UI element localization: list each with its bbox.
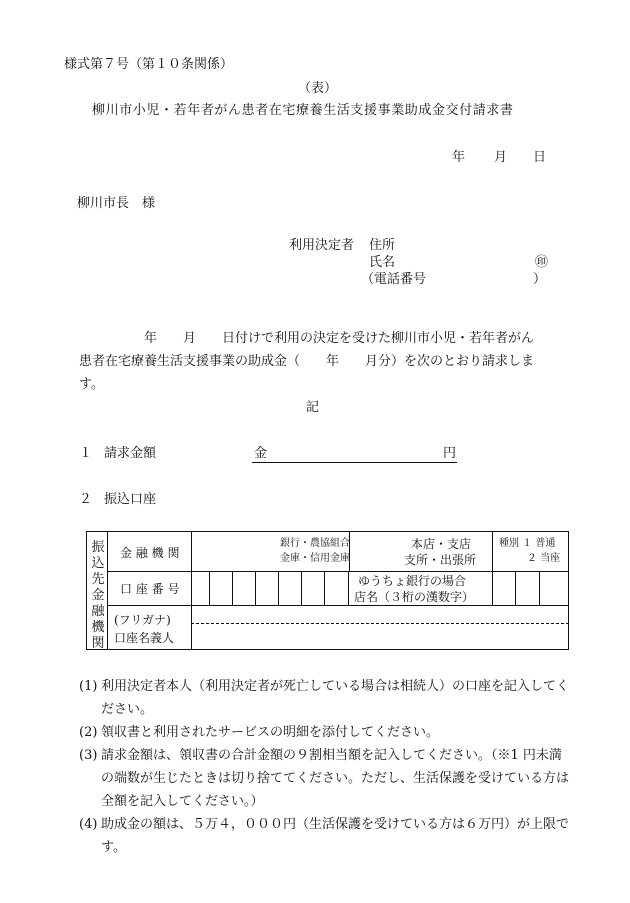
branch-types-line-2: 支所・出張所 (404, 553, 477, 567)
yucho-note-line-2: 店名（３桁の漢数字） (354, 590, 475, 604)
note-item: (3) 請求金額は、領収書の合計金額の９割相当額を記入してください。（※1 円未満の端数が生じたときは切り捨ててください。ただし、生活保護を受けている方は全額を記入してください。） (79, 748, 570, 809)
item1-number: １ (79, 446, 93, 461)
notes-list (79, 675, 569, 859)
body-line-2: 患者在宅療養生活支援事業の助成金（ 年 月分）を次のとおり請求しま (79, 354, 535, 369)
date-day: 日 (533, 150, 547, 165)
furigana-label: (フリガナ) (114, 613, 171, 627)
furigana-dashed-line (191, 623, 569, 624)
bank-account-table (86, 531, 569, 650)
amount-prefix: 金 (254, 446, 268, 461)
body-paragraph (79, 327, 557, 396)
date-month: 月 (494, 150, 508, 165)
account-type-line-1: 種別 １ 普通 (499, 538, 556, 549)
bank-types-line-2: 金庫・信用金庫 (280, 553, 350, 564)
name-label: 氏名 (369, 255, 396, 270)
phone-close: ） (533, 272, 547, 287)
body-line-1: 年 月 日付けで利用の決定を受けた柳川市小児・若年者がん (79, 331, 535, 346)
yucho-note-line-1: ゆうちょ銀行の場合 (358, 574, 467, 588)
applicant-role: 利用決定者 (289, 238, 355, 253)
account-number-label: 口 座 番 号 (120, 582, 180, 596)
bank-types-line-1: 銀行・農協組合 (280, 538, 350, 549)
account-holder-label: 口座名義人 (114, 631, 175, 645)
note-item: (4) 助成金の額は、５万４，０００円（生活保護を受けている方は６万円）が上限です。 (79, 817, 570, 855)
item2-label: 振込口座 (104, 492, 157, 507)
phone-label: （電話番号 (361, 272, 427, 287)
item1-label: 請求金額 (104, 446, 157, 461)
item2-number: ２ (79, 492, 93, 507)
transfer-bank-vertical-label: 振 込 先 金 融 機 関 (91, 540, 105, 651)
seal-mark: ㊞ (535, 255, 549, 270)
form-title: 柳川市小児・若年者がん患者在宅療養生活支援事業助成金交付請求書 (92, 103, 514, 118)
branch-types-line-1: 本店・支店 (411, 537, 472, 551)
body-line-3: す。 (79, 377, 104, 392)
account-type-line-2: ２ 当座 (527, 553, 561, 564)
ki-heading: 記 (306, 400, 320, 415)
date-year: 年 (452, 150, 466, 165)
side-label: （表） (298, 81, 338, 96)
address-label: 住所 (369, 238, 396, 253)
note-item: (1) 利用決定者本人（利用決定者が死亡している場合は相続人）の口座を記入してください。 (79, 679, 570, 717)
financial-institution-label: 金 融 機 関 (120, 546, 180, 560)
amount-underline (252, 462, 457, 463)
addressee: 柳川市長 様 (77, 196, 156, 211)
note-item: (2) 領収書と利用されたサービスの明細を添付してください。 (79, 725, 440, 740)
amount-suffix: 円 (443, 446, 457, 461)
form-number: 様式第７号（第１０条関係） (64, 57, 234, 72)
